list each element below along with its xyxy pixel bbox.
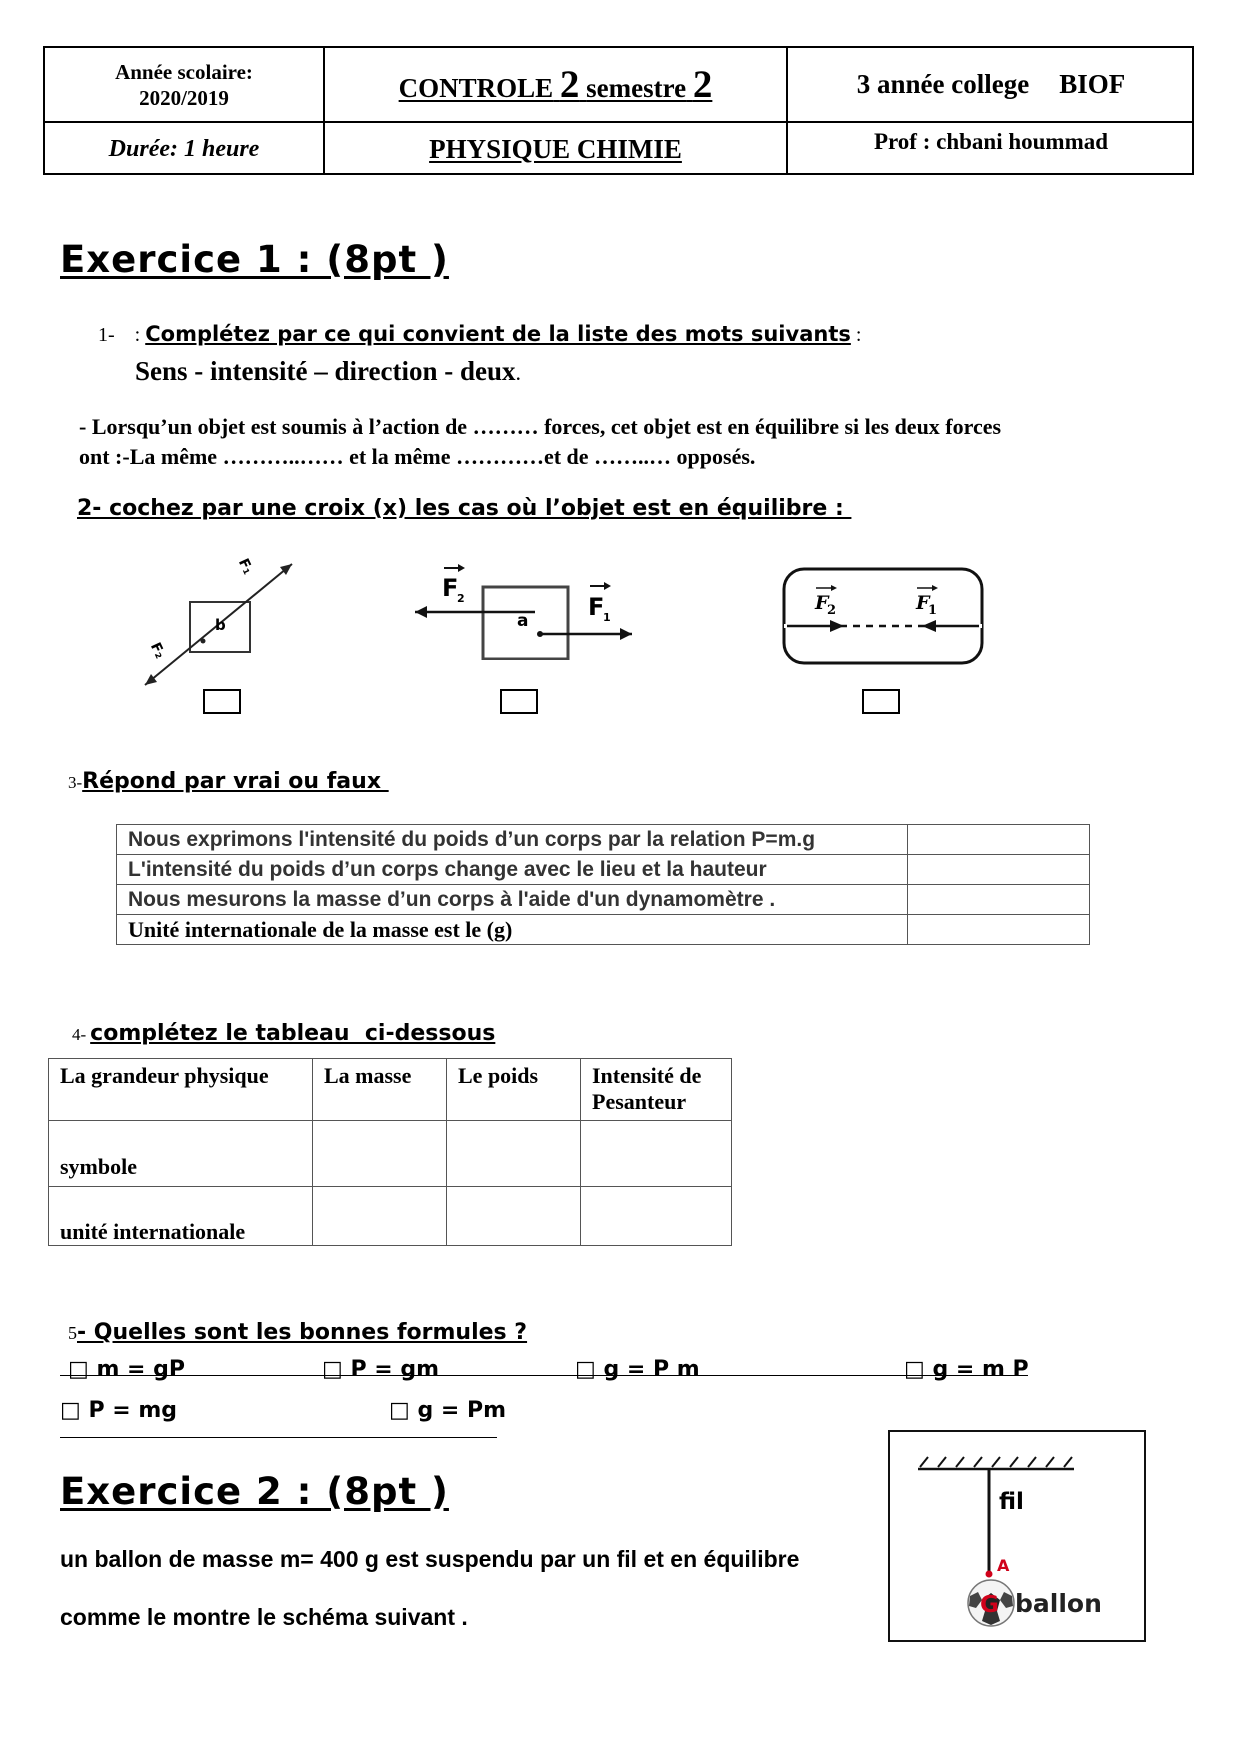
table-row [117,915,1090,945]
exercise2-title: Exercice 2 : (8pt ) [60,1470,449,1513]
statement-cell: Unité internationale de la masse est le (g) [117,915,908,945]
answer-cell[interactable] [908,855,1090,885]
exam-number: 2 [559,63,580,106]
header-cell: La masse [313,1059,447,1121]
q3-number: 3- [68,773,83,792]
q4-heading [64,1003,495,1046]
q1-words: Sens - intensité – direction - deux [135,356,516,386]
class-name: 3 année college [856,69,1030,99]
table-row [117,855,1090,885]
exercise2-text-line2: comme le montre le schéma suivant . [60,1604,468,1630]
force-subscript-f1: 1 [603,611,611,624]
point-a-marker [986,1571,993,1578]
row-label: symbole [49,1121,313,1187]
semester-number: 2 [692,63,713,106]
formula-option[interactable]: □ P = gm [322,1357,439,1382]
arrow-head-f2 [415,606,427,618]
q1-number: 1- [98,324,115,346]
force-label-f1: F [588,593,605,621]
answer-cell[interactable] [908,885,1090,915]
answer-cell[interactable] [908,825,1090,855]
force-subscript-f2: 2 [827,603,837,618]
q1-instruction: Complétez par ce qui convient de la liste des mots suivants [145,322,851,346]
point-label-a: a [517,611,529,631]
force-label-f2: F [442,574,459,602]
header-cell: Le poids [447,1059,581,1121]
statement-cell: Nous mesurons la masse d’un corps à l'aide d'un dynamomètre . [117,885,908,915]
pendulum-figure [888,1430,1146,1642]
equilibrium-checkbox-2[interactable] [500,689,538,714]
school-year-value: 2020/2019 [139,85,229,110]
vector-arrow-head [604,582,611,590]
equilibrium-checkbox-1[interactable] [203,689,241,714]
quantities-table [48,1058,732,1246]
equilibrium-checkbox-3[interactable] [862,689,900,714]
answer-cell[interactable] [447,1121,581,1187]
point-a-label: A [997,1556,1010,1575]
object-frame [784,569,982,663]
q1-separator: : [134,324,141,346]
exam-semester-label: semestre [586,73,687,103]
exercise2-text-line1: un ballon de masse m= 400 g est suspendu par un fil et en équilibre [60,1546,800,1572]
ball-label: ballon [1015,1589,1102,1618]
point-label-b: b [215,616,226,634]
force-label-f2: F₂ [146,640,169,662]
q3-instruction: Répond par vrai ou faux [82,769,389,794]
q1-sentence-line2: ont :-La même ………..…… et la même …………et de ……..… opposés. [79,444,756,469]
formula-option[interactable]: □ m = gP [68,1357,185,1382]
force-label-f2: F [815,592,829,614]
table-header-row [49,1059,732,1121]
q5-number: 5 [68,1323,77,1343]
table-row [49,1187,732,1246]
school-year-label: Année scolaire: [115,59,253,84]
formula-option[interactable]: □ g = P m [575,1357,700,1382]
answer-cell[interactable] [447,1187,581,1246]
string-label: fil [999,1489,1024,1515]
q1-sentence-line1: - Lorsqu’un objet est soumis à l’action de ……… forces, cet objet est en équilibre si les deux forces [79,414,1002,439]
table-row [49,1121,732,1187]
duration: Durée: 1 heure [108,135,260,162]
header-cell: Intensité de Pesanteur [581,1059,732,1121]
q2-instruction: 2- cochez par une croix (x) les cas où l’objet est en équilibre : [77,496,852,521]
true-false-table [116,824,1090,945]
point-g-label: G [980,1592,999,1618]
exam-title-prefix: CONTROLE [398,73,554,103]
answer-cell[interactable] [581,1121,732,1187]
force-subscript-f1: 1 [928,603,938,618]
statement-cell: L'intensité du poids d’un corps change avec le lieu et la hauteur [117,855,908,885]
header-box [43,46,1194,175]
answer-cell[interactable] [313,1187,447,1246]
q1-dot: . [515,360,522,385]
formula-underline [60,1437,497,1438]
school-year [45,48,323,121]
q4-instruction: complétez le tableau ci-dessous [90,1021,496,1046]
figure-2-diagram [410,560,640,660]
application-point [537,631,543,637]
q4-number: 4- [72,1025,87,1044]
figure-1-diagram [130,550,310,695]
vector-arrow-head [458,564,465,572]
formula-option[interactable]: □ P = mg [60,1398,177,1423]
answer-cell[interactable] [908,915,1090,945]
row-label: unité internationale [49,1187,313,1246]
force-label-f1: F [916,592,930,614]
q3-heading [60,751,389,794]
statement-cell: Nous exprimons l'intensité du poids d’un corps par la relation P=m.g [117,825,908,855]
exam-title [325,48,786,121]
q1-colon: : [855,324,862,346]
header-cell: La grandeur physique [49,1059,313,1121]
formula-option[interactable]: □ g = Pm [389,1398,506,1423]
force-subscript-f2: 2 [457,592,465,605]
table-row [117,885,1090,915]
answer-cell[interactable] [581,1187,732,1246]
q1-instruction-line [98,322,861,347]
q1-word-list [135,356,521,387]
formula-underline [60,1375,1028,1376]
answer-cell[interactable] [313,1121,447,1187]
teacher-name: Prof : chbani hoummad [873,129,1109,154]
q5-instruction: - Quelles sont les bonnes formules ? [77,1320,528,1345]
q5-heading [60,1302,527,1345]
table-row [117,825,1090,855]
class-level [788,48,1194,121]
formula-option[interactable]: □ g = m P [904,1357,1029,1382]
subject: PHYSIQUE CHIMIE [429,133,682,164]
class-option: BIOF [1059,69,1126,99]
exercise1-title: Exercice 1 : (8pt ) [60,238,449,281]
force-label-f1: F₁ [234,556,257,578]
figure-3-diagram [782,567,988,667]
arrow-head-f1 [620,628,632,640]
application-point [201,639,206,644]
